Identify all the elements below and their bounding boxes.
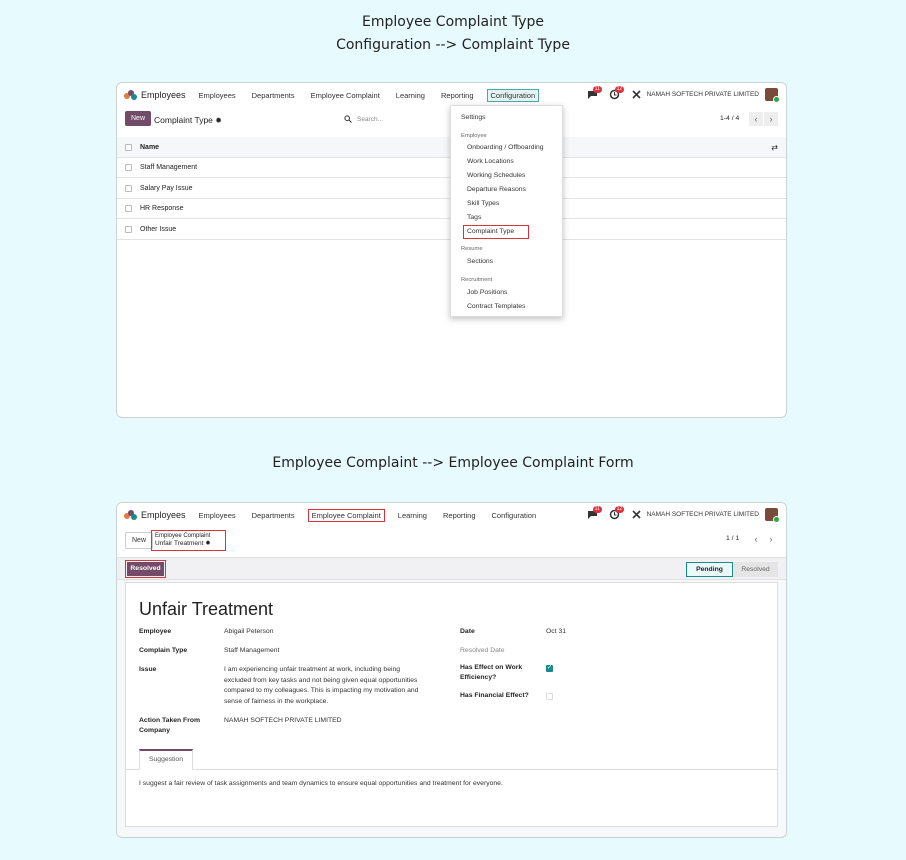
activity-count-badge: 12 xyxy=(616,85,623,92)
nav-reporting[interactable]: Reporting xyxy=(440,90,474,100)
pager-prev-button[interactable]: ‹ xyxy=(749,112,763,126)
configuration-dropdown xyxy=(450,105,563,317)
menu-item-sections[interactable]: Sections xyxy=(467,258,494,265)
menu-item-job-positions[interactable]: Job Positions xyxy=(467,289,508,296)
tabs-divider xyxy=(126,769,777,770)
menu-section-recruitment: Recruitment xyxy=(461,277,493,283)
menu-item-tags[interactable]: Tags xyxy=(467,214,482,221)
row-name: Other Issue xyxy=(140,225,177,233)
row-checkbox[interactable] xyxy=(125,226,132,233)
screenshot-form-view xyxy=(116,502,787,838)
messages-count-badge: 11 xyxy=(594,85,600,92)
breadcrumb-parent[interactable]: Employee Complaint xyxy=(155,533,211,539)
pager-next-button[interactable]: › xyxy=(769,534,773,544)
action-taken-label-line: Action Taken From xyxy=(139,717,201,724)
action-taken-field[interactable]: NAMAH SOFTECH PRIVATE LIMITED xyxy=(224,717,342,724)
activity-count-badge: 12 xyxy=(616,505,623,512)
nav-employee-complaint[interactable]: Employee Complaint xyxy=(308,509,385,522)
nav-configuration[interactable]: Configuration xyxy=(487,89,540,102)
record-title[interactable]: Unfair Treatment xyxy=(139,599,274,619)
brand-label: Employees xyxy=(141,510,186,520)
employees-logo-icon xyxy=(124,510,137,520)
menu-item-onboarding[interactable]: Onboarding / Offboarding xyxy=(467,144,544,151)
complain-type-field[interactable]: Staff Management xyxy=(224,647,280,654)
messages-count-badge: 11 xyxy=(594,505,600,512)
menu-item-complaint-type[interactable]: Complaint Type xyxy=(467,228,515,235)
tools-icon[interactable] xyxy=(631,89,643,101)
top-navbar xyxy=(117,503,786,527)
gear-icon[interactable]: ✹ xyxy=(205,540,211,547)
search-icon xyxy=(344,115,352,123)
row-checkbox[interactable] xyxy=(125,185,132,192)
search-input[interactable]: Search... xyxy=(357,115,384,123)
menu-item-settings[interactable]: Settings xyxy=(461,114,486,121)
date-field[interactable]: Oct 31 xyxy=(546,628,567,635)
financial-checkbox[interactable] xyxy=(546,693,553,700)
select-all-checkbox[interactable] xyxy=(125,144,132,151)
screenshot-list-view xyxy=(116,82,787,418)
row-name: Staff Management xyxy=(140,163,198,171)
nav-employees[interactable]: Employees xyxy=(198,90,236,100)
highlight-complaint-type xyxy=(463,225,529,239)
row-name: Salary Pay Issue xyxy=(140,184,193,192)
action-taken-label xyxy=(139,716,200,736)
app-brand[interactable] xyxy=(124,510,186,520)
activity-clock-icon[interactable] xyxy=(609,505,623,521)
efficiency-checkbox[interactable]: ✓ xyxy=(546,665,553,671)
issue-line: I am experiencing unfair treatment at work, including being xyxy=(224,666,401,673)
pager-prev-button[interactable]: ‹ xyxy=(754,534,758,544)
employee-field[interactable]: Abigail Peterson xyxy=(224,628,274,635)
app-brand[interactable] xyxy=(124,90,186,100)
column-settings-icon[interactable]: ⇄ xyxy=(771,142,778,152)
row-checkbox[interactable] xyxy=(125,164,132,171)
pager-value[interactable]: 1 / 1 xyxy=(726,535,740,542)
date-label: Date xyxy=(460,628,475,635)
menu-item-contract-templates[interactable]: Contract Templates xyxy=(467,303,526,310)
resolved-button[interactable]: Resolved xyxy=(127,562,164,576)
company-name[interactable]: NAMAH SOFTECH PRIVATE LIMITED xyxy=(646,91,759,98)
action-taken-label-line: Company xyxy=(139,727,170,734)
tools-icon[interactable] xyxy=(631,509,643,521)
gear-icon[interactable]: ✹ xyxy=(215,116,222,125)
employees-logo-icon xyxy=(124,90,137,100)
breadcrumb-current: Unfair Treatment xyxy=(155,540,204,547)
row-checkbox[interactable] xyxy=(125,205,132,212)
employee-label: Employee xyxy=(139,628,172,635)
menu-section-employee: Employee xyxy=(461,133,487,139)
issue-line: excluded from key tasks and not being given equal opportunities xyxy=(224,676,418,684)
menu-section-resume: Resume xyxy=(461,246,483,252)
breadcrumb xyxy=(151,530,226,551)
status-pending[interactable]: Pending xyxy=(686,562,733,577)
pager-value[interactable]: 1-4 / 4 xyxy=(720,115,740,122)
issue-line: sense of fairness in the workplace. xyxy=(224,697,329,705)
search-bar[interactable] xyxy=(344,112,464,126)
nav-learning[interactable]: Learning xyxy=(395,90,425,100)
user-avatar[interactable] xyxy=(765,508,778,521)
nav-learning[interactable]: Learning xyxy=(397,510,427,520)
caption-title-1: Employee Complaint Type xyxy=(362,14,544,30)
column-header-name[interactable]: Name xyxy=(140,143,160,151)
nav-departments[interactable]: Departments xyxy=(251,90,295,100)
row-name: HR Response xyxy=(140,204,184,212)
suggestion-field[interactable]: I suggest a fair review of task assignments and team dynamics to ensure equal opportunities and treatment for everyone. xyxy=(139,780,503,787)
complain-type-label: Complain Type xyxy=(139,647,188,654)
issue-field[interactable] xyxy=(224,665,439,707)
resolved-date-label: Resolved Date xyxy=(460,647,505,654)
top-navbar xyxy=(117,83,786,107)
form-sheet xyxy=(125,582,778,827)
efficiency-label-line: Efficiency? xyxy=(460,674,497,681)
activity-clock-icon[interactable] xyxy=(609,85,623,101)
menu-item-working-schedules[interactable]: Working Schedules xyxy=(467,172,526,179)
nav-employees[interactable]: Employees xyxy=(198,510,236,520)
caption-title-2: Employee Complaint --> Employee Complaint Form xyxy=(272,455,634,471)
efficiency-label xyxy=(460,663,522,683)
menu-item-work-locations[interactable]: Work Locations xyxy=(467,158,514,165)
tab-suggestion[interactable]: Suggestion xyxy=(139,749,193,770)
issue-label: Issue xyxy=(139,666,157,673)
nav-departments[interactable]: Departments xyxy=(251,510,295,520)
menu-item-skill-types[interactable]: Skill Types xyxy=(467,200,500,207)
nav-employee-complaint[interactable]: Employee Complaint xyxy=(310,90,380,100)
nav-configuration[interactable]: Configuration xyxy=(491,510,537,520)
pager-next-button[interactable]: › xyxy=(764,112,778,126)
status-resolved[interactable]: Resolved xyxy=(733,562,778,577)
breadcrumb-current: Complaint Type xyxy=(154,115,213,125)
user-avatar[interactable] xyxy=(765,88,778,101)
new-button[interactable]: New xyxy=(125,532,153,549)
issue-line: compared to my colleagues. This is impacting my motivation and xyxy=(224,687,419,694)
menu-item-departure-reasons[interactable]: Departure Reasons xyxy=(467,186,526,193)
nav-reporting[interactable]: Reporting xyxy=(442,510,476,520)
company-name[interactable]: NAMAH SOFTECH PRIVATE LIMITED xyxy=(646,511,759,518)
caption-subtitle-1: Configuration --> Complaint Type xyxy=(336,37,570,53)
financial-label: Has Financial Effect? xyxy=(460,692,529,699)
messages-icon[interactable] xyxy=(587,85,600,101)
new-button[interactable]: New xyxy=(125,111,151,126)
highlight-resolved xyxy=(125,560,166,578)
messages-icon[interactable] xyxy=(587,505,600,521)
efficiency-label-line: Has Effect on Work xyxy=(460,664,523,671)
breadcrumb xyxy=(154,115,222,125)
brand-label: Employees xyxy=(141,90,186,100)
